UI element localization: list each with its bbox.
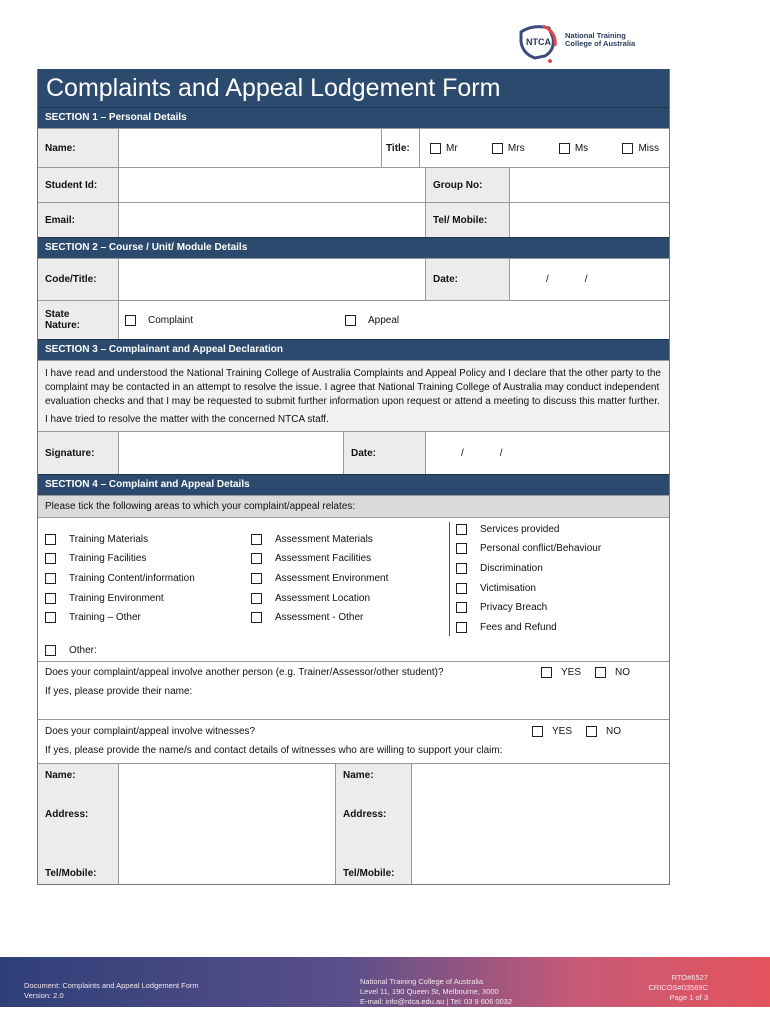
q2-yes-option[interactable]: YES <box>532 726 572 737</box>
checkbox[interactable] <box>251 593 262 604</box>
witness-1-labels <box>38 764 119 884</box>
witness-2-tel-label: Tel/Mobile: <box>343 868 395 879</box>
footer-org: National Training College of Australia <box>360 977 483 986</box>
footer-cricos: CRICOS#03569C <box>648 983 708 992</box>
complaint-areas <box>38 517 669 661</box>
course-date-field[interactable]: / / <box>546 274 588 285</box>
logo-abbr: NTCA <box>526 37 551 47</box>
tel-field[interactable] <box>510 203 669 237</box>
student-id-field[interactable] <box>119 168 426 202</box>
title-option-mr[interactable]: Mr <box>430 143 458 154</box>
question-another-person <box>38 661 669 719</box>
checkbox[interactable] <box>251 612 262 623</box>
ms-checkbox[interactable] <box>559 143 570 154</box>
title-label: Title: <box>382 129 420 167</box>
witness-1-address-label: Address: <box>45 809 89 820</box>
checkbox[interactable] <box>456 563 467 574</box>
complaint-checkbox[interactable] <box>125 315 136 326</box>
checkbox[interactable] <box>45 593 56 604</box>
lodgement-form <box>37 69 670 885</box>
form-title: Complaints and Appeal Lodgement Form <box>38 69 669 107</box>
area-assessment-facilities[interactable]: Assessment Facilities <box>251 553 371 564</box>
area-fees-refund[interactable]: Fees and Refund <box>456 622 557 633</box>
title-option-mrs[interactable]: Mrs <box>492 143 525 154</box>
q2-sub-text: If yes, please provide the name/s and contact details of witnesses who are willing to support your claim: <box>45 745 503 756</box>
area-personal-conflict[interactable]: Personal conflict/Behaviour <box>456 543 601 554</box>
title-option-ms[interactable]: Ms <box>559 143 588 154</box>
student-id-label: Student Id: <box>38 168 119 202</box>
section-3-heading: SECTION 3 – Complainant and Appeal Declaration <box>38 339 669 360</box>
signature-field[interactable] <box>119 432 344 474</box>
title-option-miss[interactable]: Miss <box>622 143 659 154</box>
mr-checkbox[interactable] <box>430 143 441 154</box>
section-1-heading: SECTION 1 – Personal Details <box>38 107 669 128</box>
area-assessment-materials[interactable]: Assessment Materials <box>251 534 373 545</box>
q2-text: Does your complaint/appeal involve witnesses? <box>45 726 256 737</box>
area-training-materials[interactable]: Training Materials <box>45 534 148 545</box>
appeal-checkbox[interactable] <box>345 315 356 326</box>
area-training-facilities[interactable]: Training Facilities <box>45 553 146 564</box>
checkbox[interactable] <box>456 583 467 594</box>
email-field[interactable] <box>119 203 426 237</box>
tel-label: Tel/ Mobile: <box>426 203 510 237</box>
state-nature-label: State Nature: <box>38 301 119 339</box>
checkbox[interactable] <box>45 573 56 584</box>
signature-label: Signature: <box>38 432 119 474</box>
checkbox[interactable] <box>251 553 262 564</box>
name-field[interactable] <box>119 129 382 167</box>
declaration-date-field[interactable]: / / <box>461 447 503 459</box>
area-training-environment[interactable]: Training Environment <box>45 593 164 604</box>
witness-2-address-label: Address: <box>343 809 387 820</box>
checkbox[interactable] <box>251 534 262 545</box>
logo-line-1: National Training <box>565 31 626 40</box>
miss-checkbox[interactable] <box>622 143 633 154</box>
nature-complaint-option[interactable]: Complaint <box>125 315 345 326</box>
q1-text: Does your complaint/appeal involve another person (e.g. Trainer/Assessor/other student)? <box>45 667 444 678</box>
witness-table <box>38 763 669 884</box>
q1-no-option[interactable]: NO <box>595 667 630 678</box>
q1-sub-text: If yes, please provide their name: <box>45 686 193 697</box>
tried-resolve-text: I have tried to resolve the matter with the concerned NTCA staff. <box>45 414 329 425</box>
section-4-heading: SECTION 4 – Complaint and Appeal Details <box>38 474 669 495</box>
title-options <box>420 129 669 167</box>
footer-version: Version: 2.0 <box>24 991 64 1000</box>
code-title-label: Code/Title: <box>38 259 119 300</box>
q1-yes-checkbox[interactable] <box>541 667 552 678</box>
q2-no-checkbox[interactable] <box>586 726 597 737</box>
area-victimisation[interactable]: Victimisation <box>456 583 536 594</box>
logo-line-2: College of Australia <box>565 39 636 48</box>
area-assessment-location[interactable]: Assessment Location <box>251 593 370 604</box>
section-2-heading: SECTION 2 – Course / Unit/ Module Details <box>38 237 669 258</box>
checkbox[interactable] <box>456 622 467 633</box>
q2-no-option[interactable]: NO <box>586 726 621 737</box>
name-label: Name: <box>38 129 119 167</box>
area-services-provided[interactable]: Services provided <box>456 524 559 535</box>
footer-document: Document: Complaints and Appeal Lodgement Form <box>24 981 199 990</box>
nature-appeal-option[interactable]: Appeal <box>345 315 399 326</box>
checkbox[interactable] <box>456 602 467 613</box>
declaration-date-label: Date: <box>344 432 426 474</box>
witness-2-labels <box>336 764 412 884</box>
checkbox[interactable] <box>456 543 467 554</box>
question-witnesses <box>38 719 669 763</box>
checkbox[interactable] <box>251 573 262 584</box>
q1-yes-option[interactable]: YES <box>541 667 581 678</box>
witness-2-details-field[interactable] <box>412 764 669 884</box>
nature-options <box>119 301 669 339</box>
witness-1-details-field[interactable] <box>119 764 336 884</box>
email-label: Email: <box>38 203 119 237</box>
area-other[interactable]: Other: <box>45 645 97 656</box>
area-assessment-other[interactable]: Assessment - Other <box>251 612 363 623</box>
ntca-logo <box>515 22 655 64</box>
footer-rto: RTO#6527 <box>671 973 708 982</box>
footer-contact: E-mail: info@ntca.edu.au | Tel: 03 9 606 0032 <box>360 997 513 1006</box>
page-footer <box>0 957 770 1007</box>
group-no-label: Group No: <box>426 168 510 202</box>
checkbox[interactable] <box>456 524 467 535</box>
declaration-block <box>38 360 669 431</box>
area-assessment-environment[interactable]: Assessment Environment <box>251 573 388 584</box>
witness-2-name-label: Name: <box>343 770 374 781</box>
checkbox[interactable] <box>45 645 56 656</box>
checkbox[interactable] <box>45 612 56 623</box>
area-training-content[interactable]: Training Content/information <box>45 573 195 584</box>
footer-page: Page 1 of 3 <box>669 993 708 1002</box>
mrs-checkbox[interactable] <box>492 143 503 154</box>
area-training-other[interactable]: Training – Other <box>45 612 141 623</box>
witness-1-tel-label: Tel/Mobile: <box>45 868 97 879</box>
area-discrimination[interactable]: Discrimination <box>456 563 543 574</box>
course-date-label: Date: <box>426 259 510 300</box>
checkbox[interactable] <box>45 553 56 564</box>
q1-no-checkbox[interactable] <box>595 667 606 678</box>
checkbox[interactable] <box>45 534 56 545</box>
footer-address: Level 11, 190 Queen St, Melbourne, 3000 <box>360 987 499 996</box>
group-no-field[interactable] <box>510 168 669 202</box>
areas-divider <box>449 522 450 636</box>
q2-yes-checkbox[interactable] <box>532 726 543 737</box>
declaration-text: I have read and understood the National Training College of Australia Complaints and Appeal Policy and I declare that the other party to the complaint may be contacted in an attempt to resolve the issue. I agree that National Training College of Australia may conduct independent evaluation checks and that I may be requested to submit further information upon request or attend a meeting to discuss this matter further. <box>45 368 661 407</box>
code-title-field[interactable] <box>119 259 426 300</box>
witness-1-name-label: Name: <box>45 770 76 781</box>
area-privacy-breach[interactable]: Privacy Breach <box>456 602 547 613</box>
areas-instruction: Please tick the following areas to which your complaint/appeal relates: <box>38 495 669 517</box>
